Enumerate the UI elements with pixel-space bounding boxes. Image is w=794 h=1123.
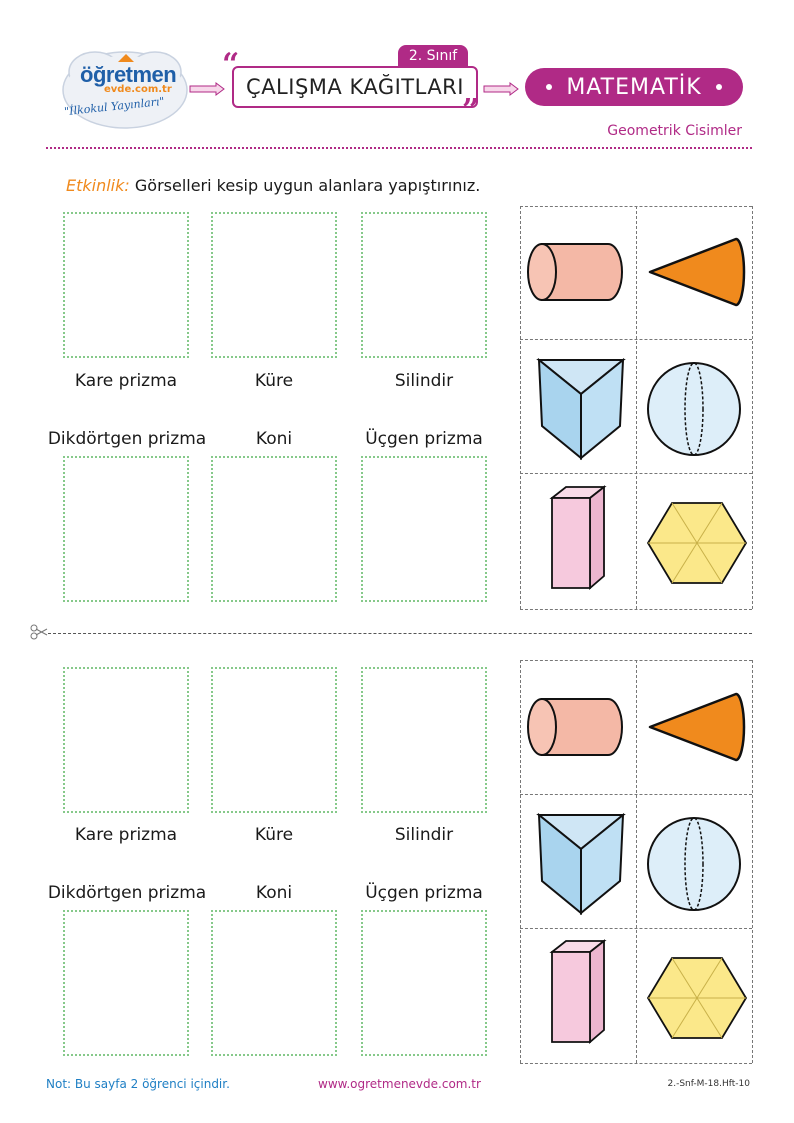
activity-label: Etkinlik: bbox=[66, 176, 130, 195]
label-sphere: Küre bbox=[254, 371, 294, 391]
logo-tagline: "İlkokul Yayınları" bbox=[63, 94, 166, 119]
label-cylinder: Silindir bbox=[394, 371, 454, 391]
paste-box-square-prism[interactable] bbox=[63, 212, 189, 358]
cut-line bbox=[520, 660, 521, 1063]
paste-box-triangular-prism[interactable] bbox=[361, 910, 487, 1056]
close-quote-icon: ” bbox=[462, 93, 480, 128]
logo-subtext: evde.com.tr bbox=[104, 84, 172, 95]
cut-line bbox=[520, 609, 752, 610]
cut-line bbox=[636, 660, 637, 1063]
arrow-right-icon bbox=[482, 82, 520, 96]
label-rectangular-prism: Dikdörtgen prizma bbox=[47, 429, 207, 449]
activity-text: Görselleri kesip uygun alanlara yapıştırınız. bbox=[134, 176, 481, 195]
open-quote-icon: “ bbox=[222, 47, 240, 82]
paste-box-cylinder[interactable] bbox=[361, 212, 487, 358]
rectangular-prism-icon[interactable] bbox=[548, 484, 608, 592]
footer-note: Not: Bu sayfa 2 öğrenci içindir. bbox=[46, 1077, 230, 1091]
paste-box-cone[interactable] bbox=[211, 910, 337, 1056]
paste-box-cone[interactable] bbox=[211, 456, 337, 602]
rectangular-prism-icon[interactable] bbox=[548, 938, 608, 1046]
cone-icon[interactable] bbox=[646, 691, 746, 763]
paste-box-sphere[interactable] bbox=[211, 212, 337, 358]
footer-link[interactable]: www.ogretmenevde.com.tr bbox=[318, 1077, 481, 1091]
grade-tab: 2. Sınıf bbox=[398, 45, 468, 67]
subject-badge bbox=[525, 68, 743, 106]
arrow-right-icon bbox=[188, 82, 226, 96]
cut-here-line bbox=[48, 633, 752, 634]
subject-label: MATEMATİK bbox=[566, 74, 702, 100]
bullet-icon bbox=[546, 84, 552, 90]
sphere-icon[interactable] bbox=[645, 815, 743, 913]
topic-title: Geometrik Cisimler bbox=[607, 123, 742, 139]
triangular-prism-icon[interactable] bbox=[536, 356, 626, 462]
label-cone: Koni bbox=[255, 883, 293, 903]
cut-line bbox=[752, 206, 753, 609]
cut-line bbox=[636, 206, 637, 609]
label-sphere: Küre bbox=[254, 825, 294, 845]
label-square-prism: Kare prizma bbox=[74, 825, 178, 845]
label-rectangular-prism: Dikdörtgen prizma bbox=[47, 883, 207, 903]
square-prism-icon[interactable] bbox=[646, 955, 748, 1041]
label-square-prism: Kare prizma bbox=[74, 371, 178, 391]
cone-icon[interactable] bbox=[646, 236, 746, 308]
square-prism-icon[interactable] bbox=[646, 500, 748, 586]
cylinder-icon[interactable] bbox=[526, 695, 626, 759]
paste-box-sphere[interactable] bbox=[211, 667, 337, 813]
paste-box-rectangular-prism[interactable] bbox=[63, 456, 189, 602]
footer-code: 2.-Snf-M-18.Hft-10 bbox=[667, 1079, 750, 1089]
label-cone: Koni bbox=[255, 429, 293, 449]
triangular-prism-icon[interactable] bbox=[536, 811, 626, 917]
header-divider bbox=[46, 147, 752, 149]
cut-line bbox=[520, 206, 521, 609]
scissors-icon bbox=[30, 624, 48, 640]
label-triangular-prism: Üçgen prizma bbox=[365, 429, 483, 449]
paste-box-rectangular-prism[interactable] bbox=[63, 910, 189, 1056]
label-triangular-prism: Üçgen prizma bbox=[365, 883, 483, 903]
bullet-icon bbox=[716, 84, 722, 90]
cylinder-icon[interactable] bbox=[526, 240, 626, 304]
cut-line bbox=[752, 660, 753, 1063]
label-cylinder: Silindir bbox=[394, 825, 454, 845]
logo-text: öğretmen bbox=[80, 62, 177, 87]
paste-box-triangular-prism[interactable] bbox=[361, 456, 487, 602]
paste-box-square-prism[interactable] bbox=[63, 667, 189, 813]
worksheet-title: ÇALIŞMA KAĞITLARI bbox=[232, 66, 478, 108]
paste-box-cylinder[interactable] bbox=[361, 667, 487, 813]
sphere-icon[interactable] bbox=[645, 360, 743, 458]
activity-instruction bbox=[66, 176, 480, 195]
cut-line bbox=[520, 1063, 752, 1064]
